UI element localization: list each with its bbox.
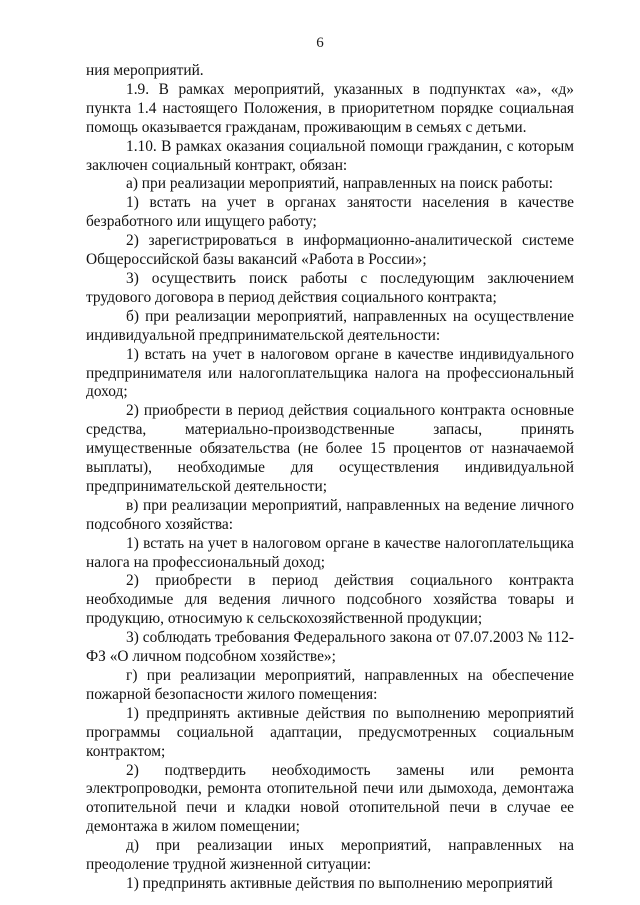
subsection-b-item-1: 1) встать на учет в налоговом органе в качестве индивидуального предпринимателя или налогоплательщика налога на профессиональный доход; xyxy=(86,345,574,401)
paragraph-continuation: ния мероприятий. xyxy=(86,62,204,79)
subsection-d-heading: д) при реализации иных мероприятий, направленных на преодоление трудной жизненной ситуации: xyxy=(86,837,574,874)
paragraph-1-10: 1.10. В рамках оказания социальной помощи гражданин, с которым заключен социальный контракт, обязан: xyxy=(86,137,574,174)
subsection-d-item-1: 1) предпринять активные действия по выполнению мероприятий xyxy=(126,874,553,892)
subsection-v-item-3: 3) соблюдать требования Федерального закона от 07.07.2003 № 112-ФЗ «О личном подсобном хозяйстве»; xyxy=(86,629,574,666)
subsection-a-heading: а) при реализации мероприятий, направленных на поиск работы: xyxy=(126,175,553,193)
subsection-b-heading: б) при реализации мероприятий, направленных на осуществление индивидуальной предпринимательской деятельности: xyxy=(86,307,574,344)
subsection-g-heading: г) при реализации мероприятий, направленных на обеспечение пожарной безопасности жилого помещения: xyxy=(86,667,574,703)
subsection-a-item-3: 3) осуществить поиск работы с последующим заключением трудового договора в период действия социального контракта; xyxy=(86,269,574,306)
subsection-g-item-1: 1) предпринять активные действия по выполнению мероприятий программы социальной адаптации, предусмотренных социальным контрактом; xyxy=(86,704,574,760)
page-number: 6 xyxy=(316,35,324,51)
paragraph-1-9: 1.9. В рамках мероприятий, указанных в подпунктах «а», «д» пункта 1.4 настоящего Положения, в приоритетном порядке социальная помощь оказывается гражданам, проживающим в семьях с детьми. xyxy=(86,80,574,136)
subsection-v-heading: в) при реализации мероприятий, направленных на ведение личного подсобного хозяйства: xyxy=(86,496,574,533)
subsection-g-item-2: 2) подтвердить необходимость замены или ремонта электропроводки, ремонта отопительной печи или дымохода, демонтажа отопительной печи и кладки новой отопительной печи в случае ее демонтажа в жилом помещении; xyxy=(86,761,574,836)
subsection-a-item-2: 2) зарегистрироваться в информационно-аналитической системе Общероссийской базы вакансий «Работа в России»; xyxy=(86,232,574,269)
subsection-v-item-1: 1) встать на учет в налоговом органе в качестве налогоплательщика налога на профессиональный доход; xyxy=(86,534,574,571)
document-body xyxy=(86,62,574,894)
subsection-a-item-1: 1) встать на учет в органах занятости населения в качестве безработного или ищущего работу; xyxy=(86,194,574,231)
subsection-b-item-2: 2) приобрести в период действия социального контракта основные средства, материально-производственные запасы, принять имущественные обязательства (не более 15 процентов от назначаемой выплаты), необходимые для осуществления индивидуальной предпринимательской деятельности; xyxy=(86,402,574,495)
subsection-v-item-2: 2) приобрести в период действия социального контракта необходимые для ведения личного подсобного хозяйства товары и продукцию, относимую к сельскохозяйственной продукции; xyxy=(86,572,574,628)
